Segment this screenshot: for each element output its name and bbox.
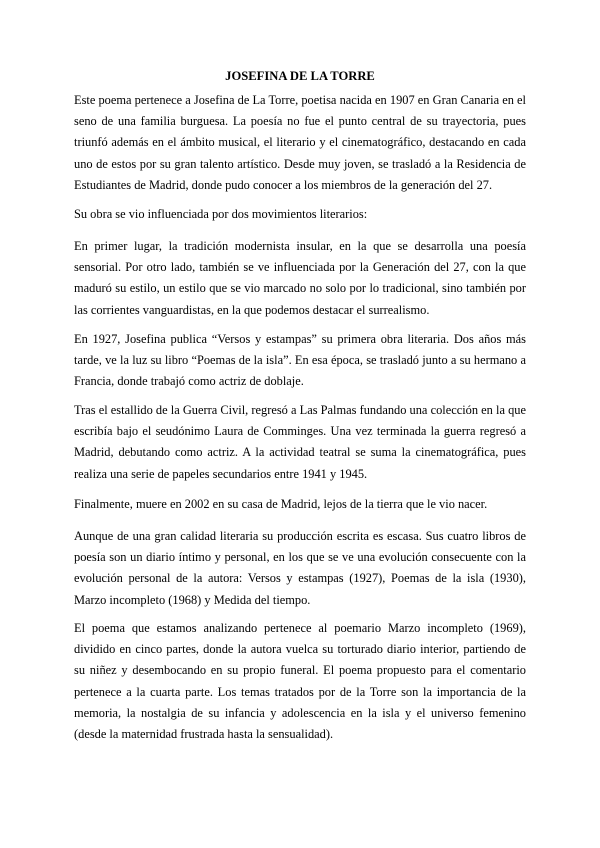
paragraph-biography: Este poema pertenece a Josefina de La Torre, poetisa nacida en 1907 en Gran Canaria en el seno de una familia burguesa. La poesía no fue el punto central de su trayectoria, pues triunfó además en el ámbito musical, el literario y el cinematográfico, destacando en cada uno de estos por su gran talento artístico. Desde muy joven, se trasladó a la Residencia de Estudiantes de Madrid, donde pudo conocer a los miembros de la generación del 27. <box>74 93 526 192</box>
paragraph-influences-intro: Su obra se vio influenciada por dos movimientos literarios: <box>74 207 368 221</box>
paragraph-influences: En primer lugar, la tradición modernista insular, en la que se desarrolla una poesía sensorial. Por otro lado, también se ve influenciada por la Generación del 27, con la que maduró su estilo, un estilo que se vio marcado no solo por lo tradicional, sino también por las corrientes vanguardistas, en la que podemos destacar el surrealismo. <box>74 239 526 317</box>
paragraph-poem-analysis: El poema que estamos analizando pertenece al poemario Marzo incompleto (1969), dividido en cinco partes, donde la autora vuelca su torturado diario interior, partiendo de su niñez y desembocando en su propio funeral. El poema propuesto para el comentario pertenece a la cuarta parte. Los temas tratados por de la Torre son la importancia de la memoria, la nostalgia de su infancia y adolescencia en la isla y el universo femenino (desde la maternidad frustrada hasta la sensualidad). <box>74 621 526 742</box>
paragraph-first-works: En 1927, Josefina publica “Versos y estampas” su primera obra literaria. Dos años más tarde, ve la luz su libro “Poemas de la isla”. En esa época, se trasladó junto a su hermano a Francia, donde trabajó como actriz de doblaje. <box>74 332 526 389</box>
paragraph-works: Aunque de una gran calidad literaria su producción escrita es escasa. Sus cuatro libros de poesía son un diario íntimo y personal, en los que se ve una evolución consecuente con la evolución personal de la autora: Versos y estampas (1927), Poemas de la isla (1930), Marzo incompleto (1968) y Medida del tiempo. <box>74 529 526 607</box>
paragraph-death: Finalmente, muere en 2002 en su casa de Madrid, lejos de la tierra que le vio nacer. <box>74 497 488 511</box>
document-title: JOSEFINA DE LA TORRE <box>225 69 375 83</box>
paragraph-civil-war: Tras el estallido de la Guerra Civil, regresó a Las Palmas fundando una colección en la que escribía bajo el seudónimo Laura de Comminges. Una vez terminada la guerra regresó a Madrid, debutando como actriz. A la actividad teatral se suma la cinematográfica, pues realiza una serie de papeles secundarios entre 1941 y 1945. <box>74 403 526 481</box>
